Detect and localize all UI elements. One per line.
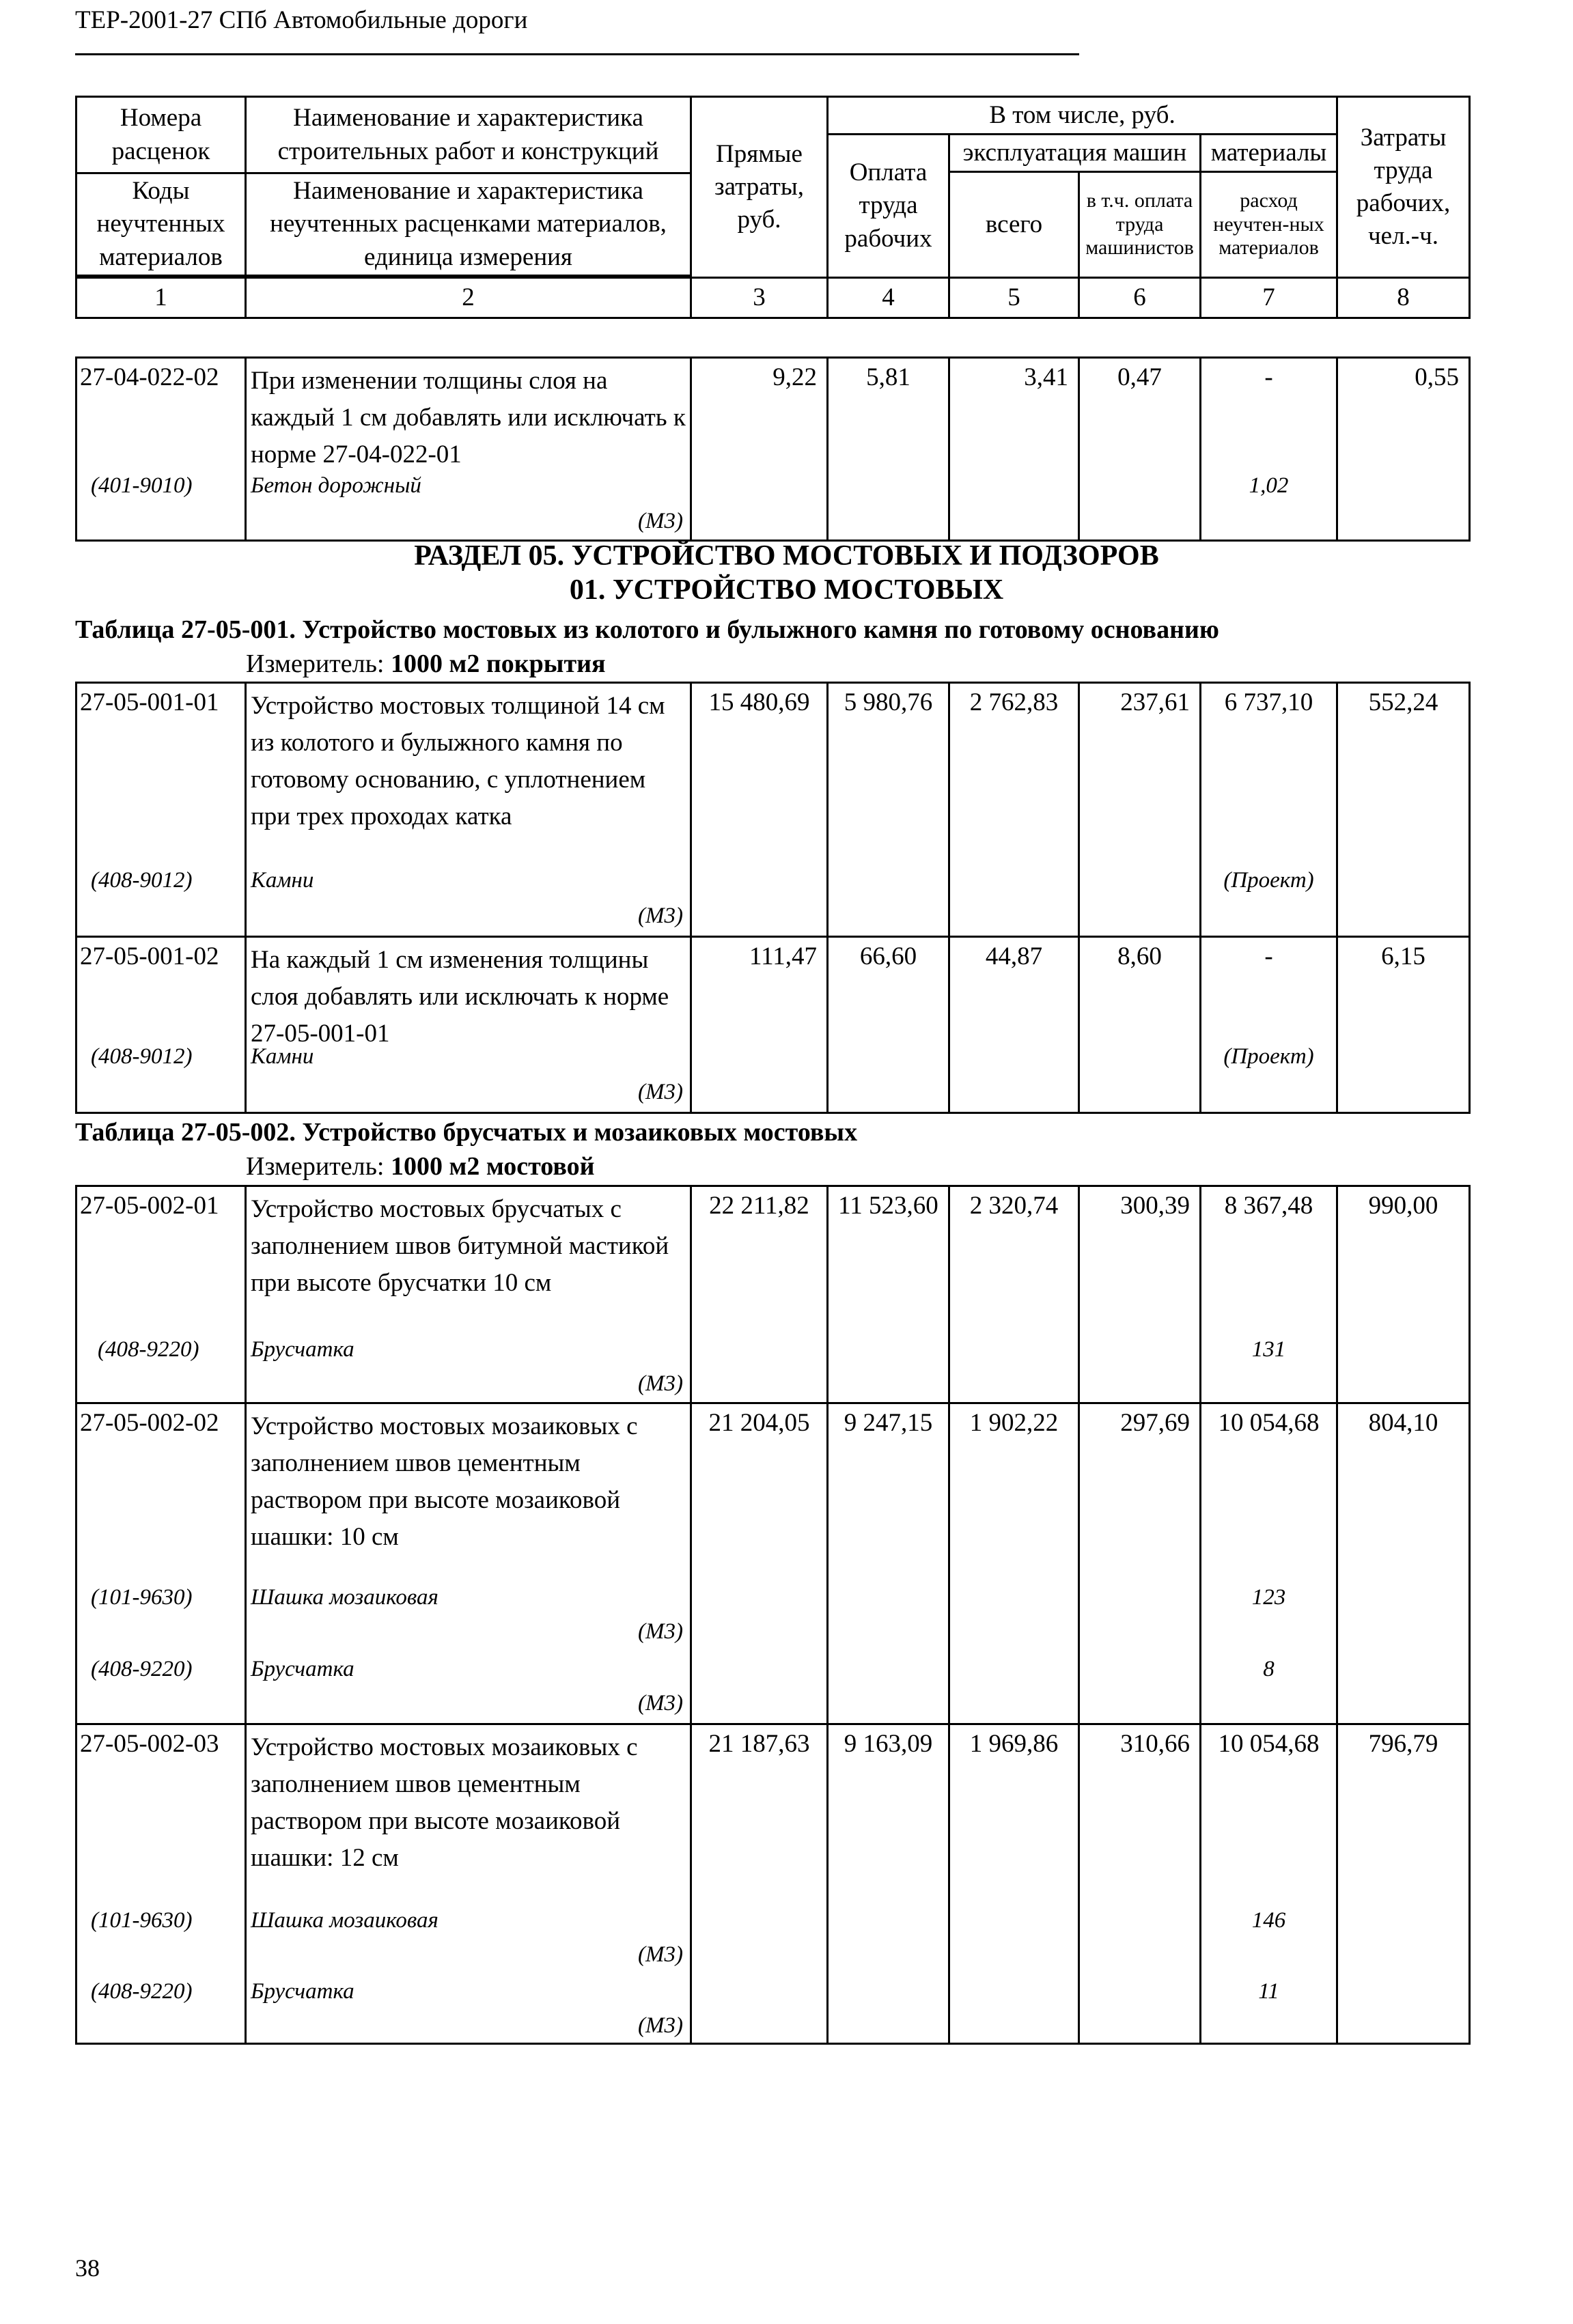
materials-cost: 10 054,68: [1218, 1730, 1320, 1758]
col-num: 1: [76, 278, 246, 318]
material-name: Брусчатка: [251, 1337, 354, 1362]
column-header-table: [75, 96, 1471, 319]
materials-cost: -: [1264, 363, 1273, 391]
labor-hours: 6,15: [1381, 942, 1425, 970]
materials-cost: 10 054,68: [1218, 1409, 1320, 1437]
machinist-labor: 237,61: [1120, 688, 1190, 716]
table-row: [76, 683, 1470, 937]
direct-cost: 21 187,63: [708, 1730, 810, 1758]
material-quantity: 123: [1251, 1585, 1286, 1610]
table-row: [76, 1724, 1470, 2044]
material-unit: (М3): [638, 509, 683, 533]
direct-cost: 22 211,82: [709, 1192, 809, 1220]
machinist-labor: 297,69: [1120, 1409, 1190, 1437]
labor-cost: 66,60: [859, 942, 917, 970]
rate-code: 27-04-022-02: [80, 363, 219, 391]
material-quantity: (Проект): [1223, 1044, 1314, 1069]
col-head-group: В том числе, руб.: [828, 97, 1337, 135]
col-head-materials: материалы: [1201, 135, 1337, 172]
material-name: Шашка мозаиковая: [251, 1585, 439, 1610]
col-head-direct: Прямые затраты, руб.: [691, 97, 828, 278]
rate-code: 27-05-002-03: [80, 1730, 219, 1758]
table-meter: Измеритель: 1000 м2 покрытия: [246, 649, 606, 678]
col-head-mach-labor: в т.ч. оплата труда машинистов: [1079, 172, 1201, 278]
labor-hours: 0,55: [1415, 363, 1459, 391]
material-code: (408-9012): [91, 868, 193, 893]
col-head-mat-name: Наименование и характеристика неучтенных расценками материалов, единица измерения: [246, 173, 691, 276]
rate-description: Устройство мостовых толщиной 14 см из колотого и булыжного камня по готовому основанию, с уплотнением при трех проходах катка: [251, 692, 665, 830]
labor-cost: 5 980,76: [844, 688, 933, 716]
direct-cost: 111,47: [749, 942, 817, 970]
material-code: (101-9630): [91, 1585, 193, 1610]
col-head-mach-total: всего: [949, 172, 1079, 278]
material-unit: (М3): [638, 1080, 683, 1104]
col-num: 4: [828, 278, 949, 318]
page-number: 38: [75, 2254, 100, 2282]
col-num: 2: [246, 278, 691, 318]
table-row: [76, 1403, 1470, 1724]
machine-cost: 1 902,22: [969, 1409, 1059, 1437]
labor-cost: 9 163,09: [844, 1730, 933, 1758]
material-code: (401-9010): [91, 473, 193, 498]
machine-cost: 2 320,74: [969, 1192, 1059, 1220]
machine-cost: 1 969,86: [969, 1730, 1059, 1758]
col-head-mat-codes: Коды неучтенных материалов: [76, 173, 246, 276]
rate-description: На каждый 1 см изменения толщины слоя добавлять или исключать к норме 27-05-001-01: [251, 946, 669, 1048]
table-title: Таблица 27-05-001. Устройство мостовых из колотого и булыжного камня по готовому основанию: [75, 615, 1219, 644]
material-code: (408-9220): [98, 1337, 199, 1362]
material-unit: (М3): [638, 1942, 683, 1967]
col-head-machines: эксплуатация машин: [949, 135, 1201, 172]
labor-cost: 11 523,60: [838, 1192, 938, 1220]
material-unit: (М3): [638, 1619, 683, 1644]
header-rule: [75, 53, 1079, 55]
material-name: Бетон дорожный: [251, 473, 421, 498]
material-name: Шашка мозаиковая: [251, 1908, 439, 1933]
machine-cost: 2 762,83: [969, 688, 1059, 716]
rate-code: 27-05-001-02: [80, 942, 219, 970]
table-row: [76, 937, 1470, 1113]
material-name: Брусчатка: [251, 1657, 354, 1681]
running-head: ТЕР-2001-27 СПб Автомобильные дороги: [75, 6, 528, 34]
direct-cost: 15 480,69: [708, 688, 810, 716]
material-quantity: 8: [1263, 1657, 1275, 1681]
material-code: (408-9220): [91, 1979, 193, 2004]
material-unit: (М3): [638, 904, 683, 928]
material-quantity: (Проект): [1223, 868, 1314, 893]
rate-code: 27-05-001-01: [80, 688, 219, 716]
direct-cost: 21 204,05: [708, 1409, 810, 1437]
table-row: [76, 1186, 1470, 1403]
col-head-labor: Оплата труда рабочих: [828, 135, 949, 278]
materials-cost: 8 367,48: [1224, 1192, 1313, 1220]
col-head-hours: Затраты труда рабочих, чел.-ч.: [1337, 97, 1470, 278]
labor-cost: 9 247,15: [844, 1409, 933, 1437]
machinist-labor: 300,39: [1120, 1192, 1190, 1220]
col-num: 6: [1079, 278, 1201, 318]
rate-description: При изменении толщины слоя на каждый 1 см добавлять или исключать к норме 27-04-022-01: [251, 367, 686, 468]
section-title: РАЗДЕЛ 05. УСТРОЙСТВО МОСТОВЫХ И ПОДЗОРОВ: [414, 540, 1159, 572]
rate-table-continuation: [75, 356, 1471, 542]
machinist-labor: 310,66: [1120, 1730, 1190, 1758]
table-title: Таблица 27-05-002. Устройство брусчатых и мозаиковых мостовых: [75, 1118, 858, 1147]
material-unit: (М3): [638, 1371, 683, 1396]
material-name: Брусчатка: [251, 1979, 354, 2004]
col-num: 3: [691, 278, 828, 318]
labor-hours: 990,00: [1368, 1192, 1438, 1220]
material-name: Камни: [251, 1044, 314, 1069]
materials-cost: -: [1264, 942, 1273, 970]
labor-hours: 796,79: [1368, 1730, 1438, 1758]
labor-cost: 5,81: [866, 363, 910, 391]
rate-description: Устройство мостовых мозаиковых с заполнением швов цементным раствором при высоте мозаиковой шашки: 10 см: [251, 1412, 638, 1551]
material-quantity: 1,02: [1249, 473, 1289, 498]
machinist-labor: 8,60: [1117, 942, 1162, 970]
materials-cost: 6 737,10: [1224, 688, 1313, 716]
material-code: (408-9012): [91, 1044, 193, 1069]
table-row: [76, 358, 1470, 541]
material-unit: (М3): [638, 1691, 683, 1716]
machine-cost: 44,87: [985, 942, 1043, 970]
rate-description: Устройство мостовых брусчатых с заполнением швов битумной мастикой при высоте брусчатки 10 см: [251, 1195, 669, 1297]
material-quantity: 11: [1258, 1979, 1279, 2004]
table-meter: Измеритель: 1000 м2 мостовой: [246, 1152, 595, 1181]
col-head-name: Наименование и характеристика строительных работ и конструкций: [246, 97, 691, 173]
material-code: (101-9630): [91, 1908, 193, 1933]
machine-cost: 3,41: [1024, 363, 1068, 391]
col-num: 5: [949, 278, 1079, 318]
section-subtitle: 01. УСТРОЙСТВО МОСТОВЫХ: [569, 574, 1004, 606]
rate-code: 27-05-002-02: [80, 1409, 219, 1437]
rate-table-27-05-001: [75, 682, 1471, 1114]
rate-description: Устройство мостовых мозаиковых с заполнением швов цементным раствором при высоте мозаиковой шашки: 12 см: [251, 1733, 638, 1872]
col-head-mat-use: расход неучтен-ных материалов: [1201, 172, 1337, 278]
col-num: 7: [1201, 278, 1337, 318]
material-code: (408-9220): [91, 1657, 193, 1681]
material-unit: (М3): [638, 2013, 683, 2038]
direct-cost: 9,22: [772, 363, 817, 391]
material-quantity: 146: [1251, 1908, 1286, 1933]
material-name: Камни: [251, 868, 314, 893]
material-quantity: 131: [1251, 1337, 1286, 1362]
col-head-codes: Номера расценок: [76, 97, 246, 173]
rate-table-27-05-002: [75, 1185, 1471, 2045]
machinist-labor: 0,47: [1117, 363, 1162, 391]
labor-hours: 804,10: [1368, 1409, 1438, 1437]
col-num: 8: [1337, 278, 1470, 318]
labor-hours: 552,24: [1368, 688, 1438, 716]
rate-code: 27-05-002-01: [80, 1192, 219, 1220]
